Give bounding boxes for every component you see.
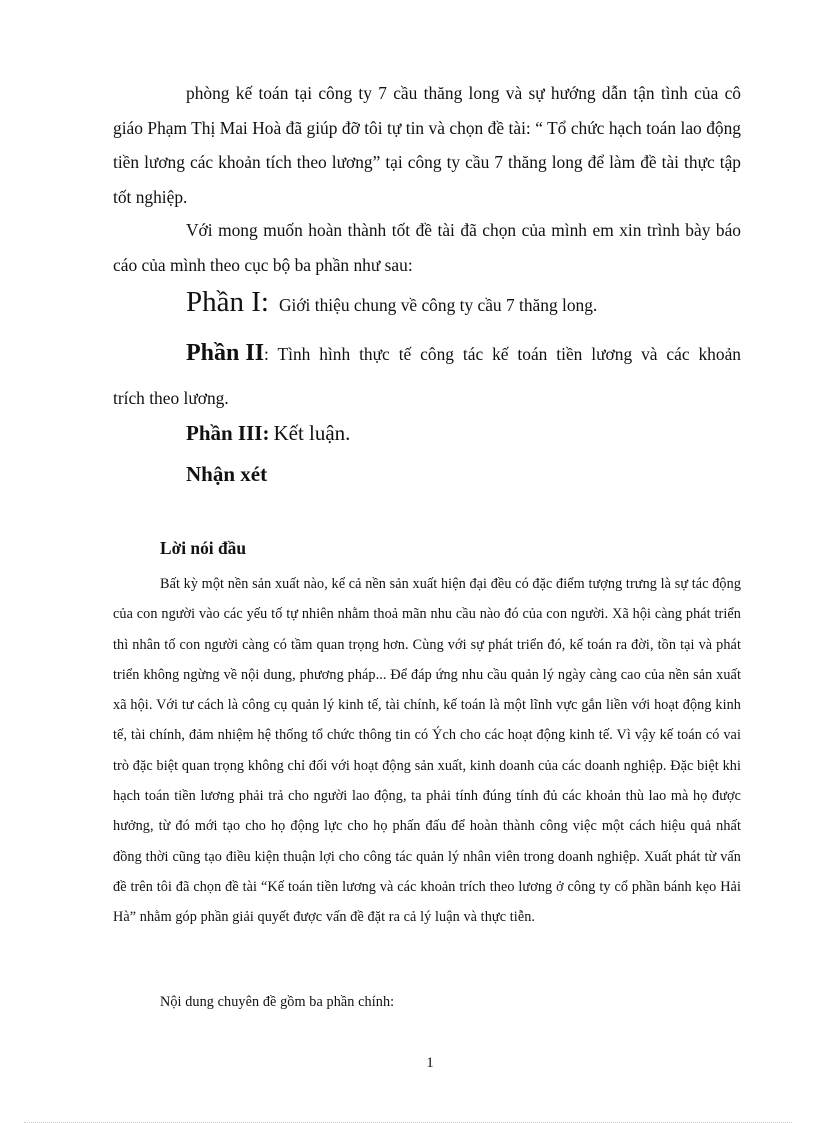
preface-body: Bất kỳ một nền sản xuất nào, kể cả nền sản xuất hiện đại đều có đặc điểm tượng trưng là sự tác động của con người vào các yếu tố tự nhiên nhằm thoả mãn nhu cầu nào đó của con người. Xã hội càng phát triển thì nhân tố con người càng có tầm quan trọng hơn. Cùng với sự phát triển đó, kế toán ra đời, tồn tại và phát triển không ngừng về nội dung, phương pháp... Để đáp ứng nhu cầu quản lý ngày càng cao của nền sản xuất xã hội. Với tư cách là công cụ quản lý kinh tế, tài chính, kế toán là một lĩnh vực gắn liền với hoạt động kinh tế, tài chính, đảm nhiệm hệ thống tổ chức thông tin có Ých cho các hoạt động kinh tế. Vì vậy kế toán có vai trò đặc biệt quan trọng không chỉ đối với hoạt động sản xuất, kinh doanh của các doanh nghiệp. Đặc biệt khi hạch toán tiền lương phải trả cho người lao động, ta phải tính đúng tính đủ các khoản thù lao mà họ được hưởng, từ đó mới tạo cho họ động lực cho họ phấn đấu để hoàn thành công việc một cách hiệu quả nhất đồng thời cũng tạo điều kiện thuận lợi cho công tác quản lý nhân viên trong doanh nghiệp. Xuất phát từ vấn đề trên tôi đã chọn đề tài “Kế toán tiền lương và các khoản trích theo lương ở công ty cổ phần bánh kẹo Hải Hà” nhằm góp phần giải quyết được vấn đề đặt ra cả lý luận và thực tiễn. (113, 576, 742, 926)
part-1-text: Giới thiệu chung về công ty cầu 7 thăng long. (278, 295, 598, 315)
part-4-heading (186, 462, 267, 487)
part-3-label: Phần III: (186, 421, 270, 445)
part-1-label: Phần I: (186, 286, 269, 318)
part-2-continuation: trích theo lương. (113, 388, 229, 408)
part-2-heading (186, 340, 741, 367)
part-2-label: Phần II (186, 340, 265, 366)
content-intro-line: Nội dung chuyên đề gồm ba phần chính: (160, 994, 395, 1010)
page-number: 1 (426, 1055, 434, 1071)
part-4-label: Nhận xét (186, 462, 268, 486)
part-3-heading (186, 421, 350, 446)
intro-paragraph-2: Với mong muốn hoàn thành tốt đề tài đã chọn của mình em xin trình bày báo cáo của mình theo cục bộ ba phần như sau: (113, 220, 741, 275)
intro-paragraph-1: phòng kế toán tại công ty 7 cầu thăng long và sự hướng dẫn tận tình của cô giáo Phạm Thị Mai Hoà đã giúp đỡ tôi tự tin và chọn đề tài: “ Tổ chức hạch toán lao động tiền lương các khoản tích theo lương” tại công ty cầu 7 thăng long để làm đề tài thực tập tốt nghiệp. (113, 83, 741, 207)
preface-title: Lời nói đầu (160, 538, 246, 558)
part-3-text: Kết luận. (273, 421, 351, 445)
part-2-text: : Tình hình thực tế công tác kế toán tiền lương và các khoản (264, 344, 741, 364)
part-1-heading (186, 286, 597, 319)
